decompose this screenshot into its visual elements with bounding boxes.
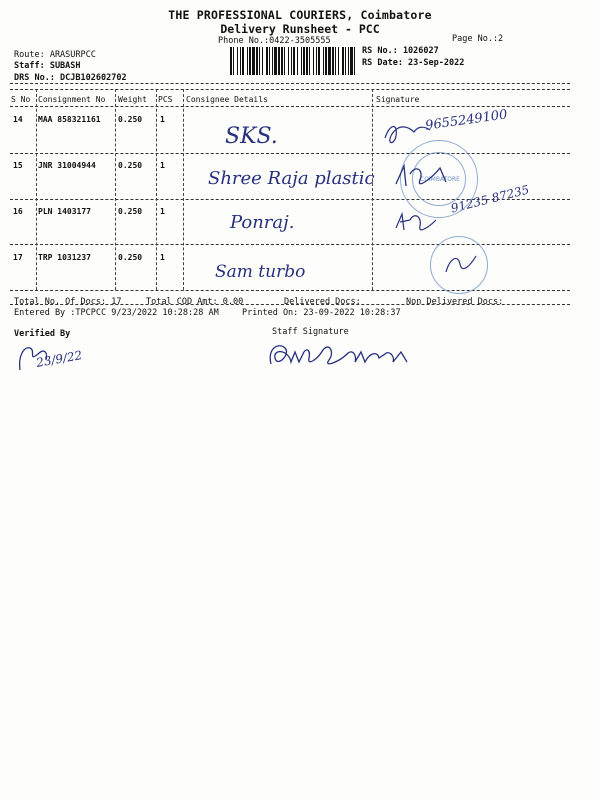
barcode (230, 47, 355, 75)
printed-on: Printed On: 23-09-2022 10:28:37 (242, 308, 401, 318)
col-header-sno: S No (11, 95, 31, 104)
drs-number: DRS No.: DCJB102602702 (14, 73, 127, 83)
row-pcs: 1 (160, 253, 165, 262)
table-top-rule-2 (10, 89, 570, 90)
row-pcs: 1 (160, 207, 165, 216)
row-sno: 17 (13, 253, 23, 262)
delivered-docs: Delivered Docs: (284, 297, 361, 307)
consignee-handwriting: Ponraj. (230, 212, 295, 233)
table-top-rule (10, 83, 570, 84)
row-divider (10, 153, 570, 154)
stamp-text: COIMBATORE (420, 176, 460, 183)
route-label: Route: ARASURPCC (14, 50, 96, 60)
consignee-handwriting: SKS. (225, 124, 278, 149)
col-divider (183, 89, 184, 290)
col-header-signature: Signature (376, 95, 420, 104)
staff-signature (265, 338, 420, 378)
staff-label: Staff: SUBASH (14, 61, 81, 71)
col-divider (36, 89, 37, 290)
row-consignment: PLN 1403177 (38, 207, 91, 216)
total-cod-amount: Total COD Amt: 0.00 (146, 297, 244, 307)
row-pcs: 1 (160, 115, 165, 124)
consignee-handwriting: Sam turbo (215, 262, 306, 282)
rs-number: RS No.: 1026027 (362, 46, 439, 56)
verified-date: 23/9/22 (35, 348, 84, 370)
signature-phone: 9655249100 (424, 107, 509, 134)
company-title: THE PROFESSIONAL COURIERS, Coimbatore (168, 8, 432, 22)
col-divider (372, 89, 373, 290)
row-weight: 0.250 (118, 207, 143, 216)
col-header-consignment: Consignment No (38, 95, 106, 104)
row-sno: 16 (13, 207, 23, 216)
signature-scribble (392, 208, 442, 240)
row-consignment: JNR 31004944 (38, 161, 96, 170)
row-sno: 15 (13, 161, 23, 170)
staff-signature-label: Staff Signature (272, 327, 349, 337)
table-bottom-rule (10, 290, 570, 291)
consignee-handwriting: Shree Raja plastic (208, 168, 375, 189)
row-sno: 14 (13, 115, 23, 124)
page-number: Page No.:2 (452, 34, 504, 44)
rs-date: RS Date: 23-Sep-2022 (362, 58, 465, 68)
row-consignment: MAA 858321161 (38, 115, 101, 124)
row-weight: 0.250 (118, 115, 143, 124)
runsheet-title: Delivery Runsheet - PCC (220, 22, 380, 36)
row-pcs: 1 (160, 161, 165, 170)
signature-scribble (380, 118, 440, 154)
col-header-weight: Weight (118, 95, 147, 104)
phone-number: Phone No.:0422-3505555 (218, 36, 331, 46)
row-weight: 0.250 (118, 161, 143, 170)
col-header-pcs: PCS (158, 95, 173, 104)
col-header-consignee: Consignee Details (186, 95, 268, 104)
total-docs: Total No. Of Docs: 17 (14, 297, 122, 307)
footer-rule (10, 304, 570, 305)
non-delivered-docs: Non Delivered Docs: (406, 297, 504, 307)
table-header-rule (10, 106, 570, 107)
row-consignment: TRP 1031237 (38, 253, 91, 262)
signature-phone: 91235 87235 (449, 182, 531, 216)
row-divider (10, 244, 570, 245)
col-divider (156, 89, 157, 290)
verified-by-label: Verified By (14, 329, 71, 339)
col-divider (115, 89, 116, 290)
signature-scribble (442, 248, 482, 280)
signature-scribble (392, 160, 452, 194)
row-weight: 0.250 (118, 253, 143, 262)
entered-by: Entered By :TPCPCC 9/23/2022 10:28:28 AM (14, 308, 219, 318)
